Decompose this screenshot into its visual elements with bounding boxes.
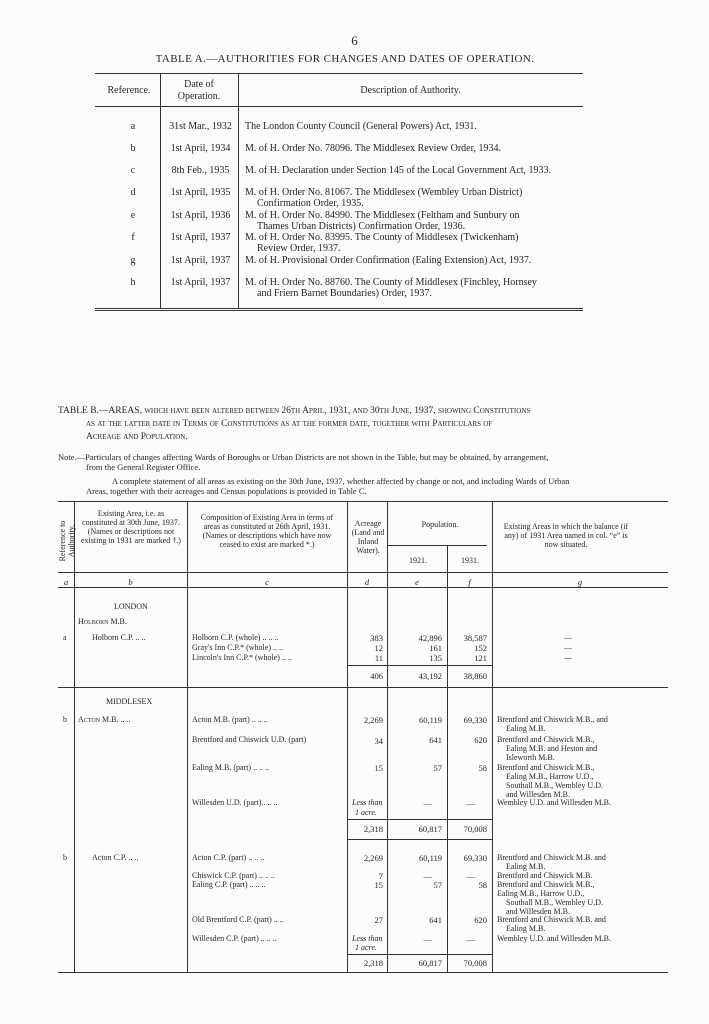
table-a-desc-line: M. of H. Declaration under Section 145 of the Local Government Act, 1933. [245, 165, 552, 176]
cell-g: — [564, 653, 572, 662]
cell-d: 7 [378, 871, 383, 881]
cell-c: Gray's Inn C.P.* (whole) .. .. [192, 643, 283, 652]
cell-d-line1: Less than [352, 798, 383, 807]
cell-c: Chiswick C.P. (part) .. .. .. [192, 871, 275, 880]
table-a-desc-line: The London County Council (General Powers) Act, 1931. [245, 121, 477, 132]
cell-c: Willesden U.D. (part).. .. .. [192, 798, 278, 807]
cell-d: 2,269 [363, 853, 383, 863]
table-a-ref: d [130, 187, 136, 198]
cell-g-line: Brentford and Chiswick M.B. and [497, 853, 606, 862]
table-a-header-date-2: Operation. [177, 91, 221, 102]
table-a-ref: b [130, 143, 136, 154]
cell-g [497, 853, 669, 871]
cell-e: 641 [429, 915, 442, 925]
cell-g: — [564, 643, 572, 652]
table-b-pop-rule [387, 545, 487, 546]
cell-d: 383 [370, 633, 383, 643]
table-b-note2-line2: Areas, together with their acreages and Census populations is provided in Table C. [86, 486, 367, 496]
table-b-note2-line1: A complete statement of all areas as existing on the 30th June, 1937, whether affected by change or not, and including Wards of Urban [112, 476, 570, 486]
cell-c: Lincoln's Inn C.P.* (whole) .. .. [192, 653, 292, 662]
table-a-desc [245, 165, 590, 176]
table-a-desc-line: Thames Urban Districts) Confirmation Order, 1936. [257, 221, 466, 232]
cell-g [497, 934, 669, 943]
cell-f: 69,330 [463, 715, 487, 725]
cell-d: 15 [374, 763, 383, 773]
table-a-col-divider-1 [160, 74, 161, 308]
table-b-header-ref: Reference to Authority. [58, 520, 76, 562]
cell-g: — [564, 633, 572, 642]
table-a-ref: e [130, 210, 136, 221]
col-letter-g: g [577, 577, 583, 587]
table-a-desc [245, 277, 590, 299]
table-a-title: TABLE A.—AUTHORITIES FOR CHANGES AND DATES OF OPERATION. [155, 53, 535, 65]
table-b-note [58, 452, 668, 472]
table-a-ref: c [130, 165, 136, 176]
table-a-desc-line: and Friern Barnet Boundaries) Order, 1937. [257, 288, 432, 299]
table-a-desc-line: M. of H. Order No. 88760. The County of Middlesex (Finchley, Hornsey [245, 277, 537, 288]
page-number: 6 [351, 33, 358, 48]
total-d: 2,318 [363, 958, 383, 968]
acton-cp-ref: b [63, 853, 67, 862]
total-d: 2,318 [363, 824, 383, 834]
table-a-date: 1st April, 1937 [170, 232, 231, 243]
table-a-desc [245, 232, 590, 254]
table-a-desc-line: M. of H. Provisional Order Confirmation (Ealing Extension) Act, 1937. [245, 255, 532, 266]
cell-e: 42,896 [418, 633, 442, 643]
acton-mb-section-rule [347, 839, 492, 840]
cell-e: 57 [433, 880, 442, 890]
cell-f: 121 [474, 653, 487, 663]
cell-g-line: Wembley U.D. and Willesden M.B. [497, 934, 611, 943]
cell-e: — [423, 871, 432, 881]
table-a-top-rule [95, 73, 583, 74]
cell-g-line: Southall M.B., Wembley U.D. [506, 781, 603, 790]
table-a-desc [245, 143, 590, 154]
table-b-divider-e [447, 546, 448, 972]
table-a-date: 1st April, 1937 [170, 277, 231, 288]
cell-g-line: and Willesden M.B. [506, 790, 570, 799]
cell-e: 57 [433, 763, 442, 773]
table-b-header-1921: 1921. [409, 556, 427, 565]
col-letter-c: c [265, 577, 269, 587]
table-b-top-rule [58, 501, 668, 502]
cell-f: 58 [478, 763, 487, 773]
london-subtotal-rule [347, 665, 492, 666]
col-letter-e: e [415, 577, 419, 587]
table-a-desc-line: M. of H. Order No. 83995. The County of Middlesex (Twickenham) [245, 232, 519, 243]
table-b-letter-rule [58, 587, 668, 588]
table-b-title [58, 405, 668, 444]
total-f: 70,008 [463, 824, 487, 834]
total-e: 60,817 [418, 824, 442, 834]
total-f: 38,860 [463, 671, 487, 681]
cell-g-line: Ealing M.B. [506, 724, 546, 733]
cell-f: — [466, 871, 475, 881]
table-b-header-d: Acreage (Land and Inland Water). [351, 519, 385, 555]
table-a-ref: h [130, 277, 136, 288]
table-b-header-1931: 1931. [461, 556, 479, 565]
table-b-divider-f [492, 502, 493, 972]
table-a-date: 31st Mar., 1932 [169, 121, 232, 132]
cell-d: 34 [374, 736, 383, 746]
cell-g [497, 735, 669, 762]
total-e: 43,192 [418, 671, 442, 681]
cell-c: Acton M.B. (part) .. .. .. [192, 715, 268, 724]
col-letter-f: f [468, 577, 471, 587]
cell-f: 58 [478, 880, 487, 890]
cell-g [497, 871, 669, 880]
table-a-date: 1st April, 1936 [170, 210, 231, 221]
cell-c: Willesden C.P. (part) .. .. .. [192, 934, 277, 943]
table-b-bottom-rule [58, 972, 668, 973]
table-b-title-line3: Acreage and Population. [86, 432, 188, 442]
cell-f: 620 [474, 735, 487, 745]
london-ref: a [63, 633, 67, 642]
cell-g-line: Brentford and Chiswick M.B. [497, 871, 593, 880]
cell-d: 12 [374, 643, 383, 653]
cell-e: 60,119 [418, 715, 442, 725]
cell-g-line: Ealing M.B., Harrow U.D., [497, 889, 585, 898]
cell-g-line: Brentford and Chiswick M.B., [497, 763, 595, 772]
table-a-bottom-rule-2 [95, 310, 583, 311]
col-letter-a: a [63, 577, 69, 587]
cell-g [497, 880, 669, 916]
table-b-header-population: Population. [421, 520, 459, 529]
cell-c: Ealing M.B. (part) .. .. .. [192, 763, 270, 772]
table-a-date: 1st April, 1935 [170, 187, 231, 198]
cell-f: 620 [474, 915, 487, 925]
table-a-bottom-rule [95, 308, 583, 309]
london-section-rule [58, 687, 668, 688]
cell-g-line: and Willesden M.B. [506, 907, 570, 916]
table-a-desc-line: M. of H. Order No. 78096. The Middlesex Review Order, 1934. [245, 143, 502, 154]
table-b-note-line1: Note.—Particulars of changes affecting Wards of Boroughs or Urban Districts are not shown in the Table, but may be obtained, by arrangement, [58, 452, 549, 462]
cell-c: Acton C.P. (part) .. .. .. [192, 853, 265, 862]
cell-f: — [466, 798, 475, 808]
table-a-header-reference: Reference. [107, 85, 151, 96]
table-b-header-g: Existing Areas in which the balance (if any) of 1931 Area named in col. “e” is now situated. [503, 522, 629, 549]
cell-g-line: Ealing M.B. and Heston and [506, 744, 598, 753]
cell-c: Ealing C.P. (part) .. .. .. [192, 880, 266, 889]
table-a-desc [245, 255, 590, 266]
cell-g-line: Southall M.B., Wembley U.D. [506, 898, 603, 907]
table-a-desc-line: Review Order, 1937. [257, 243, 341, 254]
cell-e: 641 [429, 735, 442, 745]
table-a-header-description: Description of Authority. [360, 85, 461, 96]
table-b-title-line2: as at the latter date in Terms of Constitutions as at the former date, together with Particulars of [86, 419, 493, 429]
table-a-ref: g [130, 255, 136, 266]
table-b-title-rest: which have been altered between 26th April, 1931, and 30th June, 1937, showing Constitutions [144, 406, 531, 416]
table-a-col-divider-2 [238, 74, 239, 308]
cell-f: — [466, 934, 475, 944]
table-a-ref: f [131, 232, 135, 243]
cell-g-line: Brentford and Chiswick M.B. and [497, 915, 606, 924]
table-a-header-rule [95, 106, 583, 107]
cell-d: 11 [374, 653, 383, 663]
cell-f: 152 [474, 643, 487, 653]
cell-d-line2: 1 acre. [355, 943, 377, 952]
table-a-desc-line: Confirmation Order, 1935. [257, 198, 364, 209]
cell-g-line: Ealing M.B. [506, 862, 546, 871]
cell-g-line: Wembley U.D. and Willesden M.B. [497, 798, 611, 807]
table-a-desc [245, 187, 590, 209]
cell-d: 15 [374, 880, 383, 890]
table-a-date: 1st April, 1934 [170, 143, 231, 154]
cell-f: 38,587 [463, 633, 487, 643]
cell-g-line: Ealing M.B. [506, 924, 546, 933]
table-a-desc-line: M. of H. Order No. 81067. The Middlesex (Wembley Urban District) [245, 187, 523, 198]
cell-c: Old Brentford C.P. (part) .. .. [192, 915, 284, 924]
cell-e: — [423, 934, 432, 944]
cell-d: 27 [374, 915, 383, 925]
holborn-mb-heading: Holborn M.B. [78, 617, 127, 626]
table-a-header-date-1: Date of [184, 79, 214, 90]
cell-e: — [423, 798, 432, 808]
acton-mb-subtotal-rule [347, 819, 492, 820]
acton-cp-subtotal-rule [347, 954, 492, 955]
table-b-title-lead: TABLE B.—AREAS, [58, 406, 142, 416]
cell-g-line: Ealing M.B., Harrow U.D., [506, 772, 594, 781]
cell-g [497, 915, 669, 933]
table-b-divider-b [187, 502, 188, 972]
cell-c: Holborn C.P. (whole) .. .. .. [192, 633, 279, 642]
total-d: 406 [370, 671, 383, 681]
acton-mb-area: Acton M.B. .. .. [78, 715, 131, 724]
cell-g-line: Brentford and Chiswick M.B., and [497, 715, 608, 724]
cell-g-line: Isleworth M.B. [506, 753, 555, 762]
col-letter-b: b [128, 577, 133, 587]
table-a-ref: a [130, 121, 136, 132]
cell-d-line1: Less than [352, 934, 383, 943]
total-e: 60,817 [418, 958, 442, 968]
middlesex-heading: MIDDLESEX [106, 697, 153, 706]
cell-d-line2: 1 acre. [355, 808, 377, 817]
table-b-header-c: Composition of Existing Area in terms of areas as constituted at 26th April, 1931. (Names or descriptions which have now ceased to exist are marked *.) [200, 513, 334, 549]
acton-cp-area: Acton C.P. .. .. [92, 853, 139, 862]
london-area: Holborn C.P. .. .. [92, 633, 146, 642]
cell-g [497, 763, 669, 799]
cell-g-line: Brentford and Chiswick M.B., [497, 735, 595, 744]
table-a-date: 1st April, 1937 [170, 255, 231, 266]
cell-g [497, 798, 669, 807]
table-b-header-b: Existing Area, i.e. as constituted at 30th June, 1937. (Names or descriptions not existing in 1931 are marked †.) [81, 509, 181, 545]
col-letter-d: d [364, 577, 370, 587]
table-a-desc [245, 210, 590, 232]
acton-mb-ref: b [63, 715, 67, 724]
cell-d: 2,269 [363, 715, 383, 725]
table-b-note-line2: from the General Register Office. [86, 462, 201, 472]
total-f: 70,008 [463, 958, 487, 968]
cell-f: 69,330 [463, 853, 487, 863]
table-b-header-rule [58, 572, 668, 573]
table-a-date: 8th Feb., 1935 [171, 165, 230, 176]
cell-e: 161 [429, 643, 442, 653]
london-heading: LONDON [114, 602, 148, 611]
cell-c: Brentford and Chiswick U.D. (part) [192, 735, 307, 744]
cell-e: 135 [429, 653, 442, 663]
cell-e: 60,119 [418, 853, 442, 863]
cell-g-line: Brentford and Chiswick M.B., [497, 880, 595, 889]
cell-g [497, 715, 669, 733]
table-b-note2 [58, 476, 668, 496]
table-a-desc-line: M. of H. Order No. 84990. The Middlesex (Feltham and Sunbury on [245, 210, 520, 221]
table-a-desc [245, 121, 590, 132]
